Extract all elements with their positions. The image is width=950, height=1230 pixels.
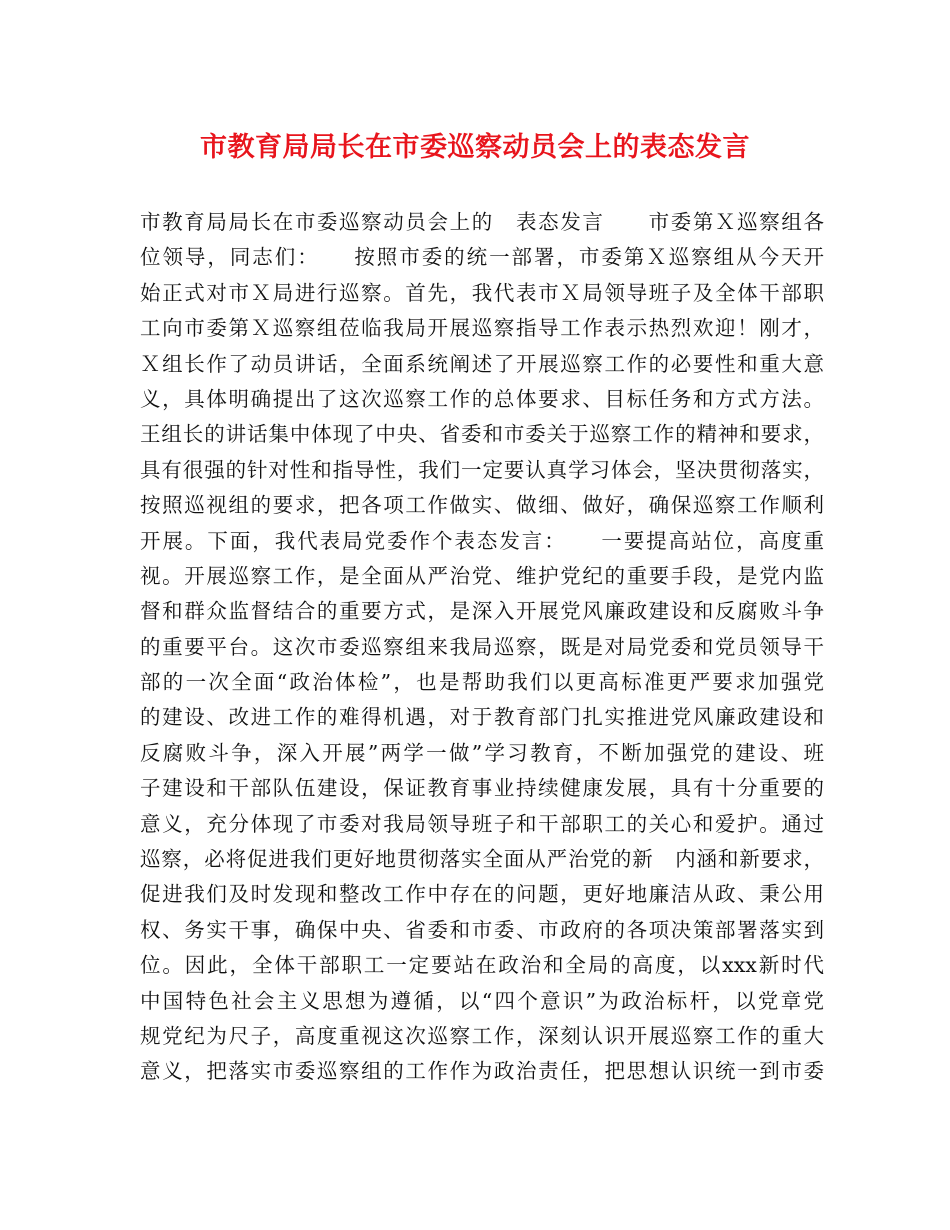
body-line: 具有很强的针对性和指导性，我们一定要认真学习体会，坚决贯彻落实， [140, 457, 824, 482]
body-line: 视。开展巡察工作，是全面从严治党、维护党纪的重要手段，是党内监 [140, 563, 824, 588]
body-line: 部的一次全面“政治体检”，也是帮助我们以更高标准更严要求加强党 [140, 670, 824, 695]
body-line: 的建设、改进工作的难得机遇，对于教育部门扎实推进党风廉政建设和 [140, 705, 824, 730]
body-line: 义，具体明确提出了这次巡察工作的总体要求、目标任务和方式方法。 [140, 386, 824, 411]
document-body [140, 205, 824, 1090]
body-line: 始正式对市Ｘ局进行巡察。首先，我代表市Ｘ局领导班子及全体干部职 [140, 280, 824, 305]
body-line: 开展。下面，我代表局党委作个表态发言： 一要提高站位，高度重 [140, 528, 824, 553]
body-line: Ｘ组长作了动员讲话，全面系统阐述了开展巡察工作的必要性和重大意 [140, 351, 824, 376]
body-line: 意义，把落实市委巡察组的工作作为政治责任，把思想认识统一到市委 [140, 1059, 824, 1084]
body-line: 中国特色社会主义思想为遵循，以“四个意识”为政治标杆，以党章党 [140, 988, 824, 1013]
body-line: 反腐败斗争，深入开展”两学一做”学习教育，不断加强党的建设、班 [140, 740, 824, 765]
body-line: 工向市委第Ｘ巡察组莅临我局开展巡察指导工作表示热烈欢迎！刚才， [140, 316, 824, 341]
body-line: 巡察，必将促进我们更好地贯彻落实全面从严治党的新 内涵和新要求， [140, 847, 824, 872]
body-line: 王组长的讲话集中体现了中央、省委和市委关于巡察工作的精神和要求， [140, 422, 824, 447]
body-line: 按照巡视组的要求，把各项工作做实、做细、做好，确保巡察工作顺利 [140, 493, 824, 518]
body-line: 规党纪为尺子，高度重视这次巡察工作，深刻认识开展巡察工作的重大 [140, 1023, 824, 1048]
body-line: 意义，充分体现了市委对我局领导班子和干部职工的关心和爱护。通过 [140, 811, 824, 836]
body-line: 位。因此，全体干部职工一定要站在政治和全局的高度，以xxx新时代 [140, 953, 824, 978]
body-line: 子建设和干部队伍建设，保证教育事业持续健康发展，具有十分重要的 [140, 776, 824, 801]
body-line: 市教育局局长在市委巡察动员会上的 表态发言 市委第Ｘ巡察组各 [140, 210, 824, 234]
body-line: 促进我们及时发现和整改工作中存在的问题，更好地廉洁从政、秉公用 [140, 882, 824, 907]
body-line: 督和群众监督结合的重要方式，是深入开展党风廉政建设和反腐败斗争 [140, 599, 824, 624]
document-title: 市教育局局长在市委巡察动员会上的表态发言 [200, 132, 750, 163]
body-line: 的重要平台。这次市委巡察组来我局巡察，既是对局党委和党员领导干 [140, 634, 824, 659]
body-line: 权、务实干事，确保中央、省委和市委、市政府的各项决策部署落实到 [140, 917, 824, 942]
body-line: 位领导，同志们： 按照市委的统一部署，市委第Ｘ巡察组从今天开 [140, 245, 824, 270]
